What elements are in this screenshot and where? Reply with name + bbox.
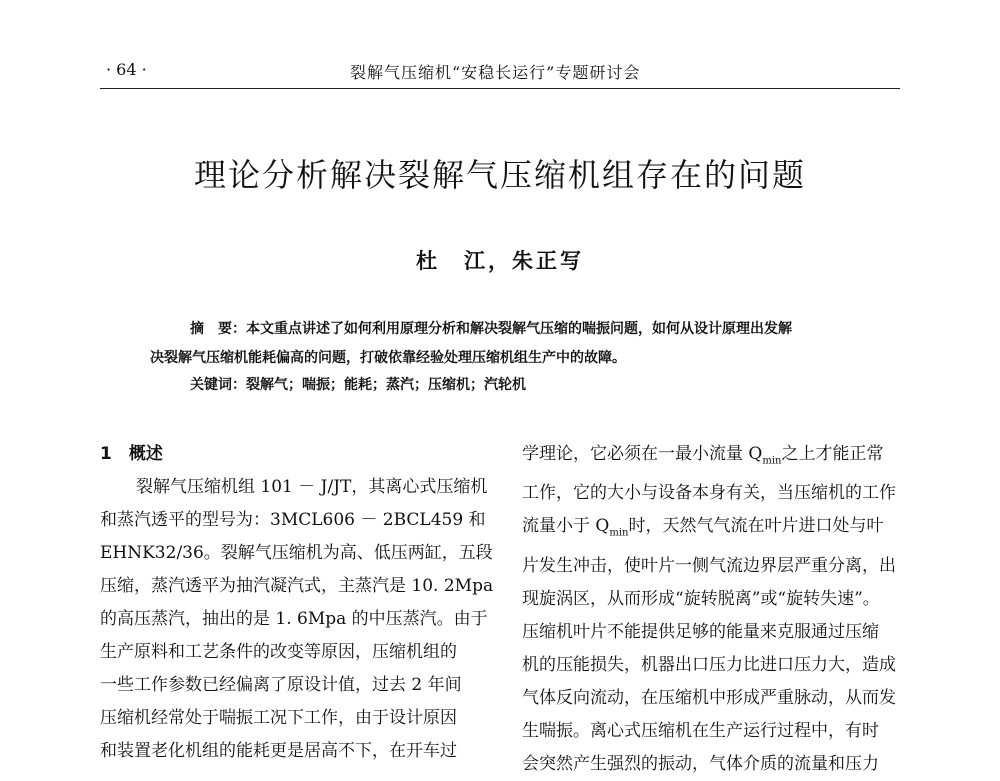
subscript: min <box>762 455 782 467</box>
text-span: 学理论，它必须在一最小流量 Q <box>522 444 763 464</box>
body-line <box>522 438 912 477</box>
running-title: 裂解气压缩机“安稳长运行”专题研讨会 <box>350 63 641 82</box>
body-line: 压缩机经常处于喘振工况下工作，由于设计原因 <box>100 708 457 728</box>
body-line: 和装置老化机组的能耗更是居高不下，在开车过 <box>100 741 457 761</box>
body-line: 会突然产生强烈的振动，气体介质的流量和压力 <box>522 753 879 774</box>
page-number: · 64 · <box>106 60 147 79</box>
abstract-line: 决裂解气压缩机能耗偏高的问题，打破依靠经验处理压缩机组生产中的故障。 <box>150 350 626 366</box>
body-line: 生喘振。离心式压缩机在生产运行过程中，有时 <box>522 720 879 741</box>
body-line: 压缩，蒸汽透平为抽汽凝汽式，主蒸汽是 10. 2Mpa <box>100 576 494 596</box>
text-span: 流量小于 Q <box>522 516 610 537</box>
body-line: 工作，它的大小与设备本身有关，当压缩机的工作 <box>522 483 896 504</box>
body-line: 裂解气压缩机组 101 － J/JT，其离心式压缩机 <box>136 477 488 497</box>
body-line: 生产原料和工艺条件的改变等原因，压缩机组的 <box>100 642 457 662</box>
body-line: 现旋涡区，从而形成“旋转脱离”或“旋转失速”。 <box>522 588 880 609</box>
text-span: 之上才能正常 <box>781 444 884 464</box>
keywords: 关键词：裂解气；喘振；能耗；蒸汽；压缩机；汽轮机 <box>190 377 526 393</box>
body-line: 机的压能损失，机器出口压力比进口压力大，造成 <box>522 654 896 675</box>
right-column <box>522 438 912 781</box>
subscript: min <box>609 527 629 539</box>
page-header <box>100 58 900 86</box>
article-title: 理论分析解决裂解气压缩机组存在的问题 <box>193 156 806 194</box>
body-line: 和蒸汽透平的型号为：3MCL606 － 2BCL459 和 <box>100 510 486 530</box>
body-line <box>522 510 912 549</box>
body-line: 一些工作参数已经偏离了原设计值，过去 2 年间 <box>100 675 462 695</box>
abstract <box>150 315 850 373</box>
article-authors: 杜 江，朱正写 <box>416 248 584 273</box>
body-line: 压缩机叶片不能提供足够的能量来克服通过压缩 <box>522 621 879 642</box>
body-line: 片发生冲击，使叶片一侧气流边界层严重分离，出 <box>522 555 896 576</box>
section-heading: 1 概述 <box>100 444 163 464</box>
body-line: 气体反向流动，在压缩机中形成严重脉动，从而发 <box>522 687 896 708</box>
body-line: EHNK32/36。裂解气压缩机为高、低压两缸，五段 <box>100 543 493 563</box>
left-column <box>100 438 494 768</box>
text-span: 时，天然气气流在叶片进口处与叶 <box>628 516 884 537</box>
header-rule <box>100 88 900 89</box>
body-line: 的高压蒸汽，抽出的是 1. 6Mpa 的中压蒸汽。由于 <box>100 609 488 629</box>
abstract-line: 摘 要：本文重点讲述了如何利用原理分析和解决裂解气压缩的喘振问题，如何从设计原理出发解 <box>190 321 792 337</box>
